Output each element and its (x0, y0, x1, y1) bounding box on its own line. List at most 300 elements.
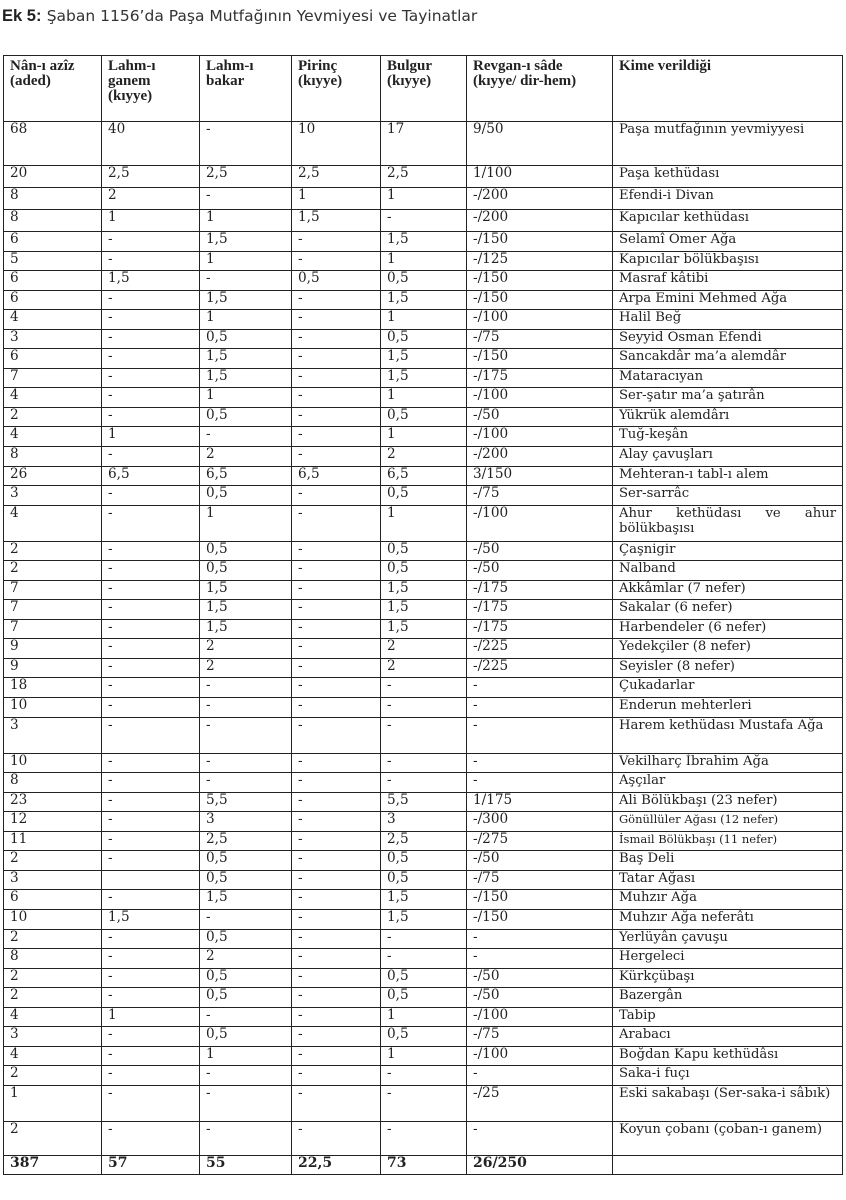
quantity-cell: - (292, 698, 381, 718)
quantity-cell: - (292, 580, 381, 600)
quantity-cell: 26 (4, 466, 102, 486)
quantity-cell: - (102, 561, 200, 581)
table-row (4, 717, 843, 753)
quantity-cell: 1,5 (381, 368, 467, 388)
table-row (4, 988, 843, 1008)
quantity-cell: 5 (4, 251, 102, 271)
ration-table (3, 55, 843, 1175)
table-caption (2, 6, 477, 26)
quantity-cell: - (102, 447, 200, 467)
quantity-cell: 3 (4, 486, 102, 506)
quantity-cell: - (102, 698, 200, 718)
quantity-cell: 2 (4, 988, 102, 1008)
table-row (4, 698, 843, 718)
quantity-cell: - (292, 929, 381, 949)
quantity-cell: 10 (4, 909, 102, 929)
quantity-cell: - (292, 968, 381, 988)
quantity-cell: - (102, 929, 200, 949)
recipient-cell: Tatar Ağası (613, 870, 843, 890)
recipient-cell: Yükrük alemdârı (613, 407, 843, 427)
table-row (4, 486, 843, 506)
quantity-cell: - (102, 1027, 200, 1047)
quantity-cell: - (292, 812, 381, 832)
quantity-cell: - (292, 890, 381, 910)
table-row (4, 349, 843, 369)
quantity-cell: 3/150 (467, 466, 613, 486)
table-row (4, 792, 843, 812)
quantity-cell: 1 (200, 505, 292, 541)
quantity-cell: - (200, 122, 292, 166)
quantity-cell: 1 (200, 1046, 292, 1066)
quantity-cell: - (381, 678, 467, 698)
quantity-cell: - (102, 851, 200, 871)
quantity-cell: - (102, 792, 200, 812)
quantity-cell: 0,5 (200, 407, 292, 427)
quantity-cell: 10 (292, 122, 381, 166)
quantity-cell: - (292, 1046, 381, 1066)
quantity-cell: - (200, 188, 292, 210)
quantity-cell: -/200 (467, 188, 613, 210)
quantity-cell: - (381, 773, 467, 793)
quantity-cell: - (200, 1066, 292, 1086)
column-header: Pirinç (kıyye) (292, 56, 381, 122)
quantity-cell: - (467, 717, 613, 753)
quantity-cell: 2,5 (102, 166, 200, 188)
table-row (4, 447, 843, 467)
quantity-cell: -/150 (467, 271, 613, 291)
quantity-cell: - (292, 639, 381, 659)
quantity-cell: 1 (200, 388, 292, 408)
recipient-cell: Paşa mutfağının yevmiyyesi (613, 122, 843, 166)
quantity-cell: - (102, 753, 200, 773)
quantity-cell: - (381, 717, 467, 753)
quantity-cell: 1,5 (381, 600, 467, 620)
quantity-cell: 0,5 (381, 271, 467, 291)
table-row (4, 909, 843, 929)
quantity-cell: 7 (4, 619, 102, 639)
quantity-cell: - (292, 658, 381, 678)
quantity-cell: 2 (4, 541, 102, 561)
recipient-cell: Mataracıyan (613, 368, 843, 388)
quantity-cell: 0,5 (200, 1027, 292, 1047)
quantity-cell: - (292, 949, 381, 969)
quantity-cell: 18 (4, 678, 102, 698)
quantity-cell: 1 (102, 427, 200, 447)
quantity-cell: -/75 (467, 1027, 613, 1047)
quantity-cell: 0,5 (200, 929, 292, 949)
table-row (4, 1027, 843, 1047)
table-row (4, 753, 843, 773)
quantity-cell: - (292, 600, 381, 620)
recipient-cell: Nalband (613, 561, 843, 581)
table-row (4, 1066, 843, 1086)
recipient-cell: Harbendeler (6 nefer) (613, 619, 843, 639)
quantity-cell: 2,5 (381, 831, 467, 851)
recipient-cell: Çukadarlar (613, 678, 843, 698)
quantity-cell: - (292, 486, 381, 506)
quantity-cell: 2 (381, 639, 467, 659)
recipient-cell: Seyyid Osman Efendi (613, 329, 843, 349)
quantity-cell: -/175 (467, 600, 613, 620)
quantity-cell: 7 (4, 600, 102, 620)
quantity-cell: - (292, 851, 381, 871)
quantity-cell: 11 (4, 831, 102, 851)
quantity-cell: 9 (4, 658, 102, 678)
recipient-cell: Tabip (613, 1007, 843, 1027)
recipient-cell: Mehteran-ı tabl-ı alem (613, 466, 843, 486)
quantity-cell: 1,5 (200, 619, 292, 639)
quantity-cell: 3 (4, 870, 102, 890)
recipient-cell: Enderun mehterleri (613, 698, 843, 718)
recipient-cell: Baş Deli (613, 851, 843, 871)
recipient-cell: Halil Beğ (613, 310, 843, 330)
quantity-cell: 3 (4, 717, 102, 753)
quantity-cell: -/100 (467, 505, 613, 541)
recipient-cell: Harem kethüdası Mustafa Ağa (613, 717, 843, 753)
quantity-cell: - (292, 619, 381, 639)
quantity-cell: 1,5 (292, 210, 381, 232)
quantity-cell: - (292, 541, 381, 561)
quantity-cell: 4 (4, 1046, 102, 1066)
quantity-cell: - (200, 1121, 292, 1155)
column-header: Bulgur (kıyye) (381, 56, 467, 122)
quantity-cell: -/300 (467, 812, 613, 832)
quantity-cell: 0,5 (200, 870, 292, 890)
quantity-cell: -/50 (467, 968, 613, 988)
table-row (4, 812, 843, 832)
quantity-cell: 0,5 (200, 561, 292, 581)
recipient-cell: Paşa kethüdası (613, 166, 843, 188)
quantity-cell: 3 (381, 812, 467, 832)
quantity-cell: - (102, 968, 200, 988)
quantity-cell: 1/175 (467, 792, 613, 812)
recipient-cell: Aşçılar (613, 773, 843, 793)
recipient-cell: Muhzır Ağa neferâtı (613, 909, 843, 929)
quantity-cell: 2 (381, 658, 467, 678)
quantity-cell: 8 (4, 188, 102, 210)
quantity-cell: - (467, 949, 613, 969)
recipient-cell: Alay çavuşları (613, 447, 843, 467)
quantity-cell: - (292, 1066, 381, 1086)
quantity-cell: 9/50 (467, 122, 613, 166)
quantity-cell: - (200, 909, 292, 929)
quantity-cell: 8 (4, 210, 102, 232)
quantity-cell: 1,5 (381, 890, 467, 910)
quantity-cell: 2 (4, 851, 102, 871)
quantity-cell: - (102, 329, 200, 349)
table-row (4, 1007, 843, 1027)
quantity-cell: - (102, 658, 200, 678)
quantity-cell: 2 (200, 447, 292, 467)
quantity-cell: - (292, 909, 381, 929)
quantity-cell: 2,5 (200, 831, 292, 851)
quantity-cell: 0,5 (200, 851, 292, 871)
quantity-cell: 1,5 (200, 600, 292, 620)
quantity-cell: - (102, 388, 200, 408)
quantity-cell: 1 (200, 210, 292, 232)
total-cell: 57 (102, 1155, 200, 1174)
table-row (4, 188, 843, 210)
table-row (4, 600, 843, 620)
quantity-cell: 1 (200, 310, 292, 330)
quantity-cell: - (102, 349, 200, 369)
quantity-cell: -/100 (467, 1046, 613, 1066)
table-row (4, 210, 843, 232)
table-row (4, 658, 843, 678)
table-row (4, 619, 843, 639)
quantity-cell: -/175 (467, 619, 613, 639)
recipient-cell: Yedekçiler (8 nefer) (613, 639, 843, 659)
caption-label: Ek 5: (2, 7, 42, 25)
recipient-cell: Kürkçübaşı (613, 968, 843, 988)
quantity-cell: -/150 (467, 290, 613, 310)
quantity-cell: - (102, 831, 200, 851)
recipient-cell: Tuğ-keşân (613, 427, 843, 447)
total-cell: 22,5 (292, 1155, 381, 1174)
quantity-cell: 0,5 (381, 541, 467, 561)
quantity-cell: 2 (102, 188, 200, 210)
table-row (4, 678, 843, 698)
recipient-cell: Masraf kâtibi (613, 271, 843, 291)
quantity-cell: 7 (4, 580, 102, 600)
quantity-cell: 6,5 (381, 466, 467, 486)
recipient-cell: Vekilharç İbrahim Ağa (613, 753, 843, 773)
quantity-cell: - (292, 388, 381, 408)
quantity-cell: 0,5 (381, 329, 467, 349)
quantity-cell: 1 (102, 210, 200, 232)
quantity-cell: - (381, 1066, 467, 1086)
quantity-cell: 0,5 (200, 541, 292, 561)
total-cell (613, 1155, 843, 1174)
table-row (4, 166, 843, 188)
table-row (4, 851, 843, 871)
quantity-cell: - (467, 929, 613, 949)
quantity-cell: 1,5 (102, 909, 200, 929)
quantity-cell: -/75 (467, 329, 613, 349)
quantity-cell: - (381, 929, 467, 949)
quantity-cell: - (102, 678, 200, 698)
quantity-cell: 4 (4, 388, 102, 408)
table-row (4, 773, 843, 793)
quantity-cell: 10 (4, 753, 102, 773)
quantity-cell: 0,5 (381, 486, 467, 506)
quantity-cell: 6 (4, 271, 102, 291)
table-row (4, 251, 843, 271)
table-row (4, 870, 843, 890)
table-row (4, 949, 843, 969)
recipient-cell: Sakalar (6 nefer) (613, 600, 843, 620)
recipient-cell: Saka-i fuçı (613, 1066, 843, 1086)
quantity-cell: 1,5 (102, 271, 200, 291)
quantity-cell: -/50 (467, 988, 613, 1008)
quantity-cell: - (292, 1007, 381, 1027)
quantity-cell: 1,5 (381, 290, 467, 310)
recipient-cell: Ali Bölükbaşı (23 nefer) (613, 792, 843, 812)
quantity-cell: 1 (381, 1007, 467, 1027)
quantity-cell: -/50 (467, 851, 613, 871)
recipient-cell: Hergeleci (613, 949, 843, 969)
quantity-cell: 23 (4, 792, 102, 812)
quantity-cell: 4 (4, 310, 102, 330)
quantity-cell: 0,5 (200, 486, 292, 506)
quantity-cell: 1,5 (200, 232, 292, 252)
quantity-cell: - (292, 310, 381, 330)
quantity-cell: -/75 (467, 870, 613, 890)
quantity-cell: - (292, 232, 381, 252)
quantity-cell: - (292, 251, 381, 271)
quantity-cell: 1 (381, 251, 467, 271)
table-row (4, 271, 843, 291)
quantity-cell: 1,5 (381, 580, 467, 600)
quantity-cell: 1 (200, 251, 292, 271)
quantity-cell: -/50 (467, 541, 613, 561)
quantity-cell: 1,5 (200, 890, 292, 910)
column-header: Kime verildiği (613, 56, 843, 122)
quantity-cell: 1,5 (381, 909, 467, 929)
quantity-cell: 0,5 (381, 851, 467, 871)
quantity-cell: 7 (4, 368, 102, 388)
quantity-cell: - (200, 271, 292, 291)
quantity-cell: 2,5 (381, 166, 467, 188)
quantity-cell: 0,5 (381, 870, 467, 890)
quantity-cell: - (200, 1085, 292, 1121)
quantity-cell: -/100 (467, 310, 613, 330)
quantity-cell: -/150 (467, 890, 613, 910)
quantity-cell: - (467, 753, 613, 773)
recipient-cell: Efendi-i Divan (613, 188, 843, 210)
quantity-cell: - (200, 773, 292, 793)
quantity-cell: - (102, 1121, 200, 1155)
quantity-cell: 1,5 (200, 349, 292, 369)
quantity-cell: - (467, 678, 613, 698)
quantity-cell: 2 (4, 1066, 102, 1086)
quantity-cell: - (292, 773, 381, 793)
quantity-cell: - (381, 753, 467, 773)
quantity-cell: - (292, 678, 381, 698)
quantity-cell: - (292, 870, 381, 890)
recipient-cell: Ser-şatır ma’a şatırân (613, 388, 843, 408)
quantity-cell: 2 (4, 968, 102, 988)
quantity-cell: - (200, 753, 292, 773)
quantity-cell: - (102, 368, 200, 388)
quantity-cell: 17 (381, 122, 467, 166)
quantity-cell: - (292, 1027, 381, 1047)
table-row (4, 1046, 843, 1066)
quantity-cell: 2 (381, 447, 467, 467)
quantity-cell: 6,5 (292, 466, 381, 486)
quantity-cell: 2,5 (200, 166, 292, 188)
quantity-cell: - (102, 310, 200, 330)
quantity-cell: - (200, 698, 292, 718)
quantity-cell: 5,5 (381, 792, 467, 812)
total-row (4, 1155, 843, 1174)
recipient-cell: Kapıcılar bölükbaşısı (613, 251, 843, 271)
quantity-cell: - (102, 1085, 200, 1121)
quantity-cell: - (381, 698, 467, 718)
quantity-cell: - (292, 505, 381, 541)
quantity-cell: - (292, 407, 381, 427)
quantity-cell: - (292, 368, 381, 388)
quantity-cell: 12 (4, 812, 102, 832)
quantity-cell: 0,5 (200, 968, 292, 988)
table-row (4, 541, 843, 561)
column-header: Nân-ı azîz (aded) (4, 56, 102, 122)
quantity-cell: - (292, 988, 381, 1008)
quantity-cell: - (381, 949, 467, 969)
total-cell: 55 (200, 1155, 292, 1174)
quantity-cell: - (200, 427, 292, 447)
quantity-cell: -/200 (467, 447, 613, 467)
table-row (4, 388, 843, 408)
table-row (4, 929, 843, 949)
quantity-cell: 1/100 (467, 166, 613, 188)
recipient-cell: Akkâmlar (7 nefer) (613, 580, 843, 600)
quantity-cell: 1 (381, 310, 467, 330)
quantity-cell: - (102, 1066, 200, 1086)
quantity-cell: 40 (102, 122, 200, 166)
quantity-cell: 9 (4, 639, 102, 659)
recipient-cell: Eski sakabaşı (Ser-saka-i sâbık) (613, 1085, 843, 1121)
quantity-cell: - (467, 698, 613, 718)
quantity-cell: 0,5 (381, 988, 467, 1008)
table-row (4, 890, 843, 910)
quantity-cell: 0,5 (200, 329, 292, 349)
quantity-cell: - (102, 580, 200, 600)
recipient-cell: İsmail Bölükbaşı (11 nefer) (613, 831, 843, 851)
recipient-cell: Çaşnigir (613, 541, 843, 561)
total-cell: 26/250 (467, 1155, 613, 1174)
quantity-cell: - (292, 1121, 381, 1155)
table-row (4, 466, 843, 486)
quantity-cell: -/225 (467, 639, 613, 659)
quantity-cell: 6 (4, 349, 102, 369)
quantity-cell: 0,5 (381, 1027, 467, 1047)
quantity-cell: - (102, 639, 200, 659)
table-row (4, 561, 843, 581)
quantity-cell: 1 (102, 1007, 200, 1027)
quantity-cell: - (467, 1121, 613, 1155)
quantity-cell: - (292, 561, 381, 581)
table-row (4, 407, 843, 427)
quantity-cell: 6 (4, 290, 102, 310)
quantity-cell: - (102, 290, 200, 310)
quantity-cell: 4 (4, 1007, 102, 1027)
quantity-cell: -/125 (467, 251, 613, 271)
recipient-cell: Bazergân (613, 988, 843, 1008)
quantity-cell: 1,5 (200, 580, 292, 600)
quantity-cell: - (102, 407, 200, 427)
recipient-cell: Muhzır Ağa (613, 890, 843, 910)
quantity-cell: 6,5 (102, 466, 200, 486)
quantity-cell: 1,5 (381, 232, 467, 252)
quantity-cell: - (292, 349, 381, 369)
quantity-cell: 2 (4, 929, 102, 949)
quantity-cell: - (102, 232, 200, 252)
quantity-cell: 2 (200, 658, 292, 678)
quantity-cell: 2 (4, 561, 102, 581)
recipient-cell: Selamî Ömer Ağa (613, 232, 843, 252)
quantity-cell: - (292, 717, 381, 753)
table-row (4, 122, 843, 166)
quantity-cell: 2 (200, 949, 292, 969)
quantity-cell: -/75 (467, 486, 613, 506)
quantity-cell: 2 (4, 1121, 102, 1155)
quantity-cell: 4 (4, 427, 102, 447)
quantity-cell: - (381, 1121, 467, 1155)
quantity-cell: 1 (381, 427, 467, 447)
quantity-cell: 0,5 (381, 407, 467, 427)
recipient-cell: Seyisler (8 nefer) (613, 658, 843, 678)
